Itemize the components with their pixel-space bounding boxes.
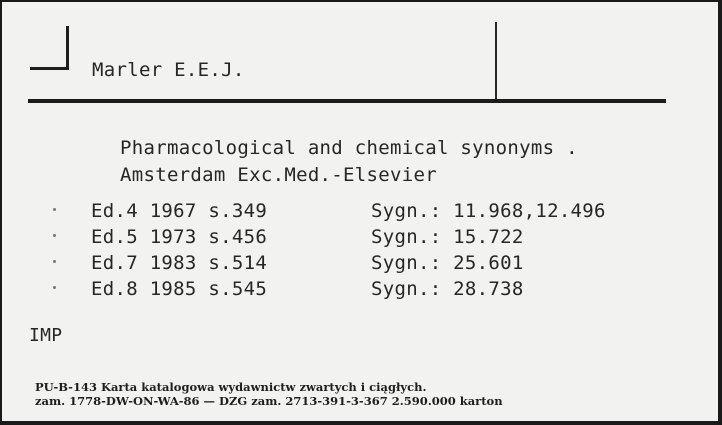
edition-bullet: [53, 260, 56, 263]
printer-footer-line-2: zam. 1778-DW-ON-WA-86 — DZG zam. 2713-391-3-367 2.590.000 karton: [35, 394, 503, 408]
edition-signature: Sygn.: 11.968,12.496: [371, 200, 606, 222]
edition-entry: Ed.4 1967 s.349: [91, 200, 268, 222]
imp-mark: IMP: [29, 325, 63, 346]
edition-signature: Sygn.: 25.601: [371, 252, 524, 274]
edition-bullet: [53, 208, 56, 211]
edition-entry: Ed.8 1985 s.545: [91, 278, 268, 300]
printer-footer-line-1: PU-B-143 Karta katalogowa wydawnictw zwartych i ciągłych.: [35, 380, 427, 394]
edition-entry: Ed.7 1983 s.514: [91, 252, 268, 274]
edition-entry: Ed.5 1973 s.456: [91, 226, 268, 248]
edition-bullet: [53, 234, 56, 237]
catalog-card: [2, 2, 718, 421]
corner-mark-vertical: [66, 26, 69, 70]
title-line-1: Pharmacological and chemical synonyms .: [120, 137, 578, 159]
edition-signature: Sygn.: 28.738: [371, 278, 524, 300]
edition-signature: Sygn.: 15.722: [371, 226, 524, 248]
column-divider: [495, 22, 497, 102]
author-heading: Marler E.E.J.: [92, 59, 245, 81]
corner-mark-horizontal: [30, 67, 69, 70]
edition-bullet: [53, 286, 56, 289]
heading-rule: [28, 99, 666, 103]
title-line-2: Amsterdam Exc.Med.-Elsevier: [120, 164, 437, 186]
